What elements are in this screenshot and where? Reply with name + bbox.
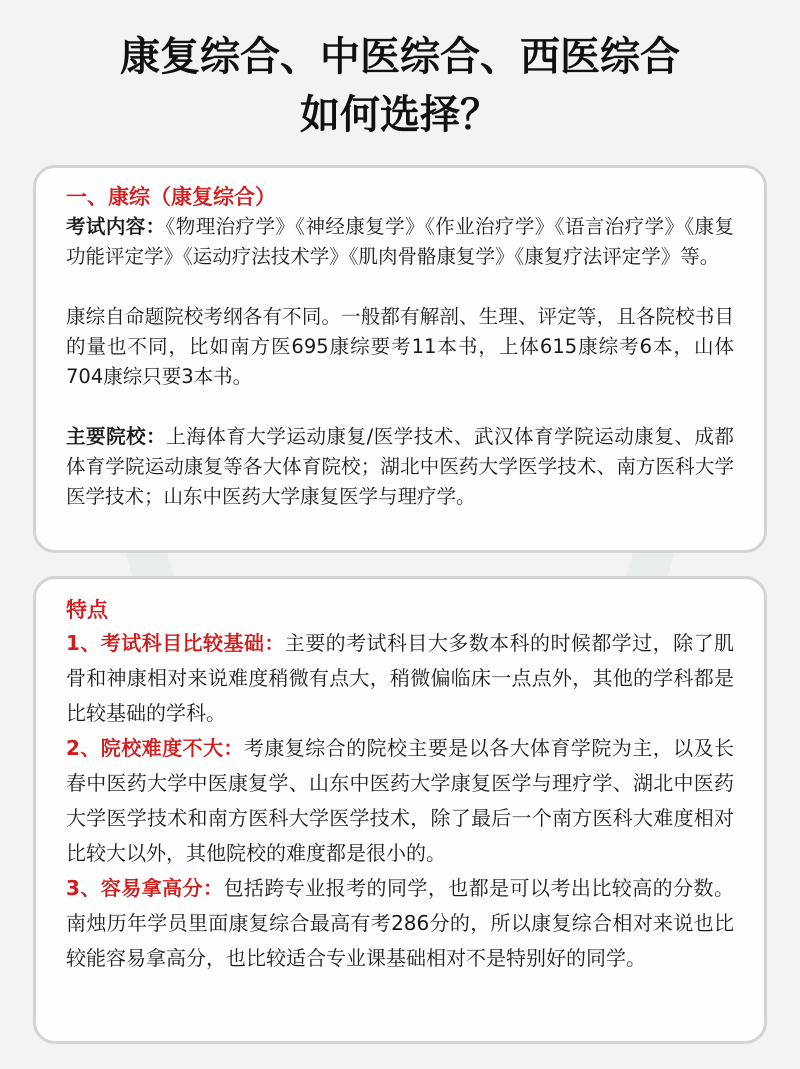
kangzong-card: [33, 165, 767, 553]
schools-paragraph: [66, 422, 734, 512]
title-line-2: 如何选择？: [300, 92, 500, 138]
title-line-1: 康复综合、中医综合、西医综合: [120, 34, 680, 80]
features-heading: 特点: [66, 598, 108, 622]
exam-content-label: 考试内容：: [66, 215, 166, 238]
exam-content-text: 《物理治疗学》《神经康复学》《作业治疗学》《语言治疗学》《康复功能评定学》《运动疗法技术学》《肌肉骨骼康复学》《康复疗法评定学》等。: [66, 215, 734, 268]
feature-point: [66, 871, 734, 976]
feature-point-text: 考康复综合的院校主要是以各大体育学院为主，以及长春中医药大学中医康复学、山东中医药大学康复医学与理疗学、湖北中医药大学医学技术和南方医科大学医学技术，除了最后一个南方医科大难度相对比较大以外，其他院校的难度都是很小的。: [66, 736, 735, 865]
syllabus-paragraph: 康综自命题院校考纲各有不同。一般都有解剖、生理、评定等，且各院校书目的量也不同，比如南方医695康综要考11本书，上体615康综考6本，山体704康综只要3本书。: [66, 305, 734, 388]
feature-point-text: 主要的考试科目大多数本科的时候都学过，除了肌骨和神康相对来说难度稍微有点大，稍微偏临床一点点外，其他的学科都是比较基础的学科。: [66, 631, 735, 725]
schools-text: 上海体育大学运动康复/医学技术、武汉体育学院运动康复、成都体育学院运动康复等各大体育院校；湖北中医药大学医学技术、南方医科大学医学技术；山东中医药大学康复医学与理疗学。: [66, 425, 734, 508]
feature-point-label: 3、容易拿高分：: [66, 876, 224, 900]
feature-point: [66, 731, 734, 871]
kangzong-heading: 一、康综（康复综合）: [66, 185, 276, 209]
feature-point: [66, 626, 734, 731]
exam-content-paragraph: [66, 212, 734, 272]
feature-point-label: 2、院校难度不大：: [66, 736, 244, 760]
feature-point-text: 包括跨专业报考的同学，也都是可以考出比较高的分数。南烛历年学员里面康复综合最高有考286分的，所以康复综合相对来说也比较能容易拿高分，也比较适合专业课基础相对不是特别好的同学。: [66, 876, 734, 970]
features-card: [33, 576, 767, 1044]
schools-label: 主要院校：: [66, 425, 167, 448]
page-title: [0, 28, 800, 144]
feature-point-label: 1、考试科目比较基础：: [66, 631, 285, 655]
